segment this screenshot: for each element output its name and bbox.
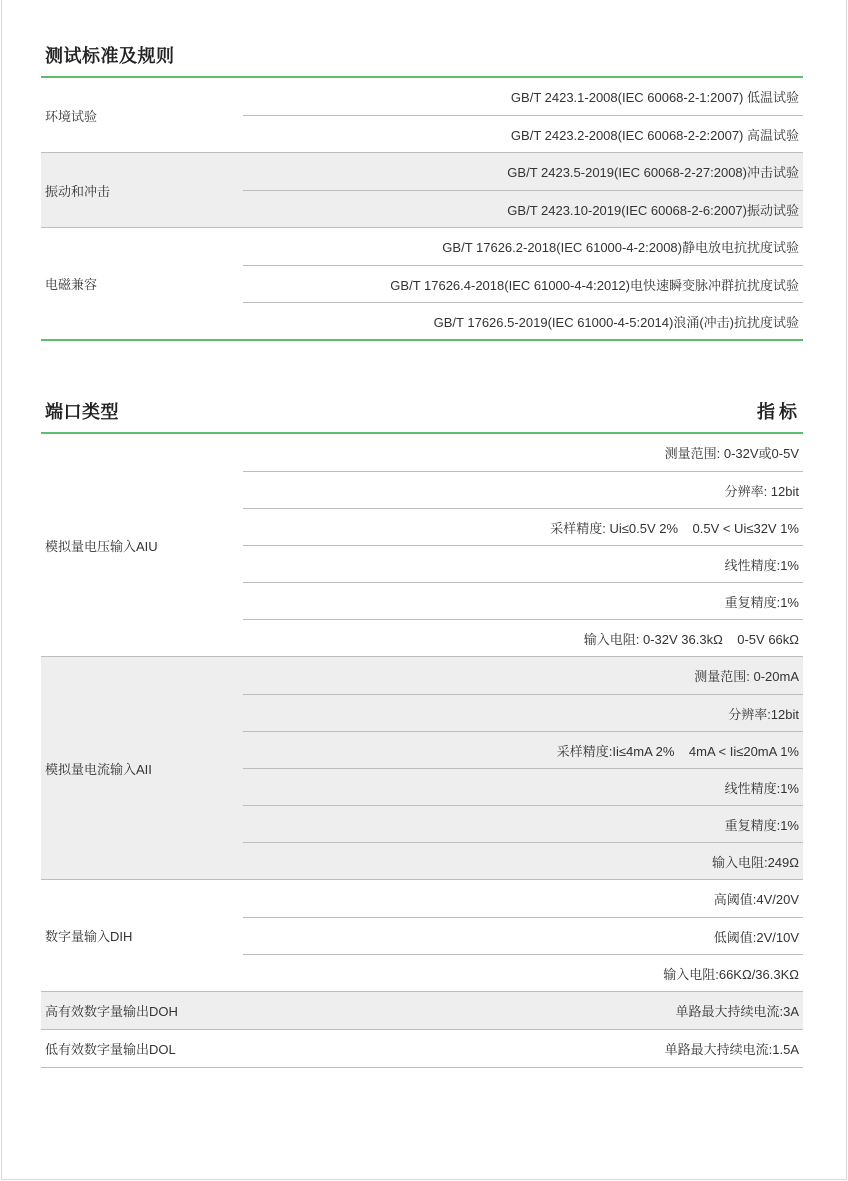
group-label: 数字量输入DIH: [45, 929, 133, 944]
table-row: 重复精度:1%: [243, 805, 803, 842]
ports-table: [41, 434, 803, 1068]
standards-section: [41, 38, 803, 341]
standards-group-emc: [41, 228, 803, 339]
table-row: 测量范围: 0-32V或0-5V: [664, 446, 799, 461]
table-row: 采样精度: Ui≤0.5V 2% 0.5V < Ui≤32V 1%: [243, 508, 803, 545]
table-row: GB/T 2423.5-2019(IEC 60068-2-27:2008)冲击试验: [507, 165, 799, 180]
ports-section: [41, 394, 803, 1068]
table-row: 输入电阻:249Ω: [243, 842, 803, 879]
table-row: 单路最大持续电流:3A: [675, 1004, 799, 1019]
standards-header: [41, 38, 803, 78]
table-row: 输入电阻:66KΩ/36.3KΩ: [243, 954, 803, 991]
table-row: GB/T 17626.2-2018(IEC 61000-4-2:2008)静电放电抗扰度试验: [442, 240, 799, 255]
table-row: 重复精度:1%: [243, 582, 803, 619]
ports-group-aii: [41, 657, 803, 880]
table-row: GB/T 2423.2-2008(IEC 60068-2-2:2007) 高温试验: [243, 115, 803, 152]
group-label: 环境试验: [45, 108, 98, 124]
table-row: 测量范围: 0-20mA: [694, 669, 799, 684]
table-row: GB/T 17626.4-2018(IEC 61000-4-4:2012)电快速瞬变脉冲群抗扰度试验: [243, 265, 803, 302]
table-row: GB/T 2423.1-2008(IEC 60068-2-1:2007) 低温试验: [510, 90, 799, 105]
table-row: GB/T 2423.10-2019(IEC 60068-2-6:2007)振动试验: [243, 190, 803, 227]
table-row: 输入电阻: 0-32V 36.3kΩ 0-5V 66kΩ: [243, 619, 803, 656]
table-row: 线性精度:1%: [243, 545, 803, 582]
group-label: 模拟量电压输入AIU: [45, 538, 158, 554]
group-label: 低有效数字量输出DOL: [45, 1042, 176, 1057]
group-label: 振动和冲击: [45, 183, 111, 199]
table-row: 采样精度:Ii≤4mA 2% 4mA < Ii≤20mA 1%: [243, 731, 803, 768]
standards-group-environment: [41, 78, 803, 153]
ports-spec-title: 指标: [757, 402, 801, 422]
group-label: 模拟量电流输入AII: [45, 761, 152, 777]
ports-title: 端口类型: [45, 402, 119, 422]
standards-title: 测试标准及规则: [45, 46, 175, 66]
ports-group-dol: [41, 1030, 803, 1068]
ports-group-dih: [41, 880, 803, 992]
table-row: 高阈值:4V/20V: [713, 892, 799, 907]
table-row: 低阈值:2V/10V: [243, 917, 803, 954]
ports-group-doh: [41, 992, 803, 1030]
table-row: 分辨率: 12bit: [243, 471, 803, 508]
standards-group-vibration: [41, 153, 803, 228]
table-row: 线性精度:1%: [243, 768, 803, 805]
ports-header: [41, 394, 803, 434]
group-label: 电磁兼容: [45, 277, 98, 292]
standards-table: [41, 78, 803, 341]
ports-group-aiu: [41, 434, 803, 657]
table-row: 单路最大持续电流:1.5A: [664, 1042, 799, 1057]
table-row: GB/T 17626.5-2019(IEC 61000-4-5:2014)浪涌(冲击)抗扰度试验: [243, 302, 803, 339]
table-row: 分辨率:12bit: [243, 694, 803, 731]
group-label: 高有效数字量输出DOH: [45, 1004, 178, 1019]
